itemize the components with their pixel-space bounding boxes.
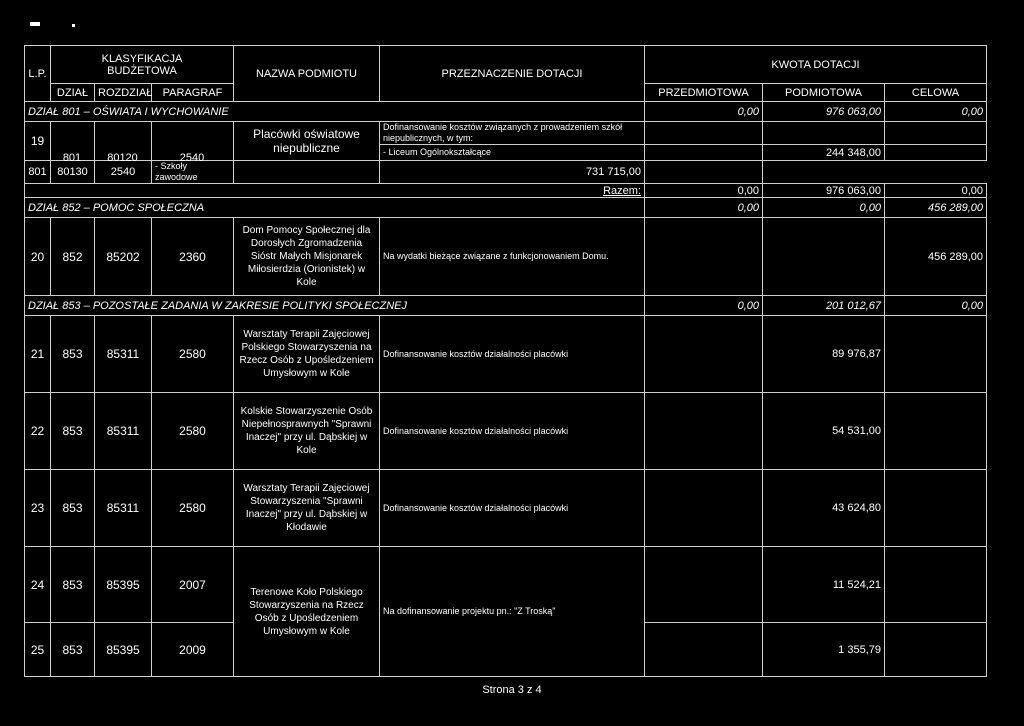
row-19a-paragraf: 2540: [179, 152, 205, 164]
header-dzial: DZIAŁ: [51, 84, 95, 102]
row-22-purpose: Dofinansowanie kosztów działalności placówki: [380, 393, 645, 470]
row-22-paragraf: 2580: [152, 393, 234, 470]
row-19-razem: [25, 184, 987, 198]
section-852-row: [25, 198, 987, 218]
row-19-purpose: Dofinansowanie kosztów związanych z prowadzeniem szkół niepublicznych, w tym:: [380, 122, 645, 145]
row-23-rozdzial: 85311: [95, 470, 152, 547]
row-23-purpose: Dofinansowanie kosztów działalności placówki: [380, 470, 645, 547]
header-klasyfikacja-line1: KLASYFIKACJA: [101, 52, 183, 65]
page-footer: Strona 3 z 4: [482, 684, 542, 696]
row-22: [25, 393, 987, 470]
row-20-lp: 20: [25, 218, 51, 296]
row-22-dzial: 853: [51, 393, 95, 470]
row-19-razem-label: Razem:: [25, 184, 645, 198]
subsidy-table: [24, 45, 987, 677]
row-19b-rozdzial: 80130: [51, 161, 95, 184]
row-23-lp: 23: [25, 470, 51, 547]
section-852-celowa: 456 289,00: [885, 198, 987, 218]
section-852-title: DZIAŁ 852 – POMOC SPOŁECZNA: [25, 198, 645, 218]
row-23-dzial: 853: [51, 470, 95, 547]
section-801-row: [25, 102, 987, 122]
header-przeznaczenie: PRZEZNACZENIE DOTACJI: [380, 46, 645, 102]
header-przedmiotowa: PRZEDMIOTOWA: [645, 84, 763, 102]
section-801-podmiotowa: 976 063,00: [763, 102, 885, 122]
row-25-lp: 25: [25, 623, 51, 677]
row-19-razem-podmiotowa: 976 063,00: [763, 184, 885, 198]
header-klasyfikacja: [51, 46, 234, 84]
section-853-podmiotowa: 201 012,67: [763, 296, 885, 316]
row-20-nazwa: Dom Pomocy Społecznej dla Dorosłych Zgromadzenia Sióstr Małych Misjonarek Miłosierdzia (Orionistek) w Kole: [234, 218, 380, 296]
row-19b-desc: - Szkoły zawodowe: [152, 161, 234, 184]
row-19a-codes: [50, 152, 290, 164]
row-23-podmiotowa: 43 624,80: [763, 470, 885, 547]
row-20-rozdzial: 85202: [95, 218, 152, 296]
row-22-lp: 22: [25, 393, 51, 470]
row-24-podmiotowa: 11 524,21: [763, 547, 885, 623]
row-21-paragraf: 2580: [152, 316, 234, 393]
section-853-row: [25, 296, 987, 316]
section-801-celowa: 0,00: [885, 102, 987, 122]
section-853-title: DZIAŁ 853 – POZOSTAŁE ZADANIA W ZAKRESIE POLITYKI SPOŁECZNEJ: [25, 296, 645, 316]
row-19a-desc: - Liceum Ogólnokształcące: [380, 145, 645, 161]
row-24-25-purpose: Na dofinansowanie projektu pn.: "Z Troską": [380, 547, 645, 677]
row-23-paragraf: 2580: [152, 470, 234, 547]
row-19-nazwa: Placówki oświatowe niepubliczne: [234, 122, 380, 161]
header-paragraf: PARAGRAF: [152, 84, 234, 102]
row-20-dzial: 852: [51, 218, 95, 296]
section-801-title: DZIAŁ 801 – OŚWIATA I WYCHOWANIE: [25, 102, 645, 122]
section-853-przedmiotowa: 0,00: [645, 296, 763, 316]
row-24-dzial: 853: [51, 547, 95, 623]
row-24-25-nazwa: Terenowe Koło Polskiego Stowarzyszenia na Rzecz Osób z Upośledzeniem Umysłowym w Kole: [234, 547, 380, 677]
section-853-celowa: 0,00: [885, 296, 987, 316]
section-852-przedmiotowa: 0,00: [645, 198, 763, 218]
row-20: [25, 218, 987, 296]
row-25-dzial: 853: [51, 623, 95, 677]
row-22-nazwa: Kolskie Stowarzyszenie Osób Niepełnosprawnych "Sprawni Inaczej" przy ul. Dąbskiej w Kole: [234, 393, 380, 470]
row-21: [25, 316, 987, 393]
row-24-paragraf: 2007: [152, 547, 234, 623]
row-19-razem-celowa: 0,00: [885, 184, 987, 198]
row-20-paragraf: 2360: [152, 218, 234, 296]
row-19a-podmiotowa: 244 348,00: [763, 145, 885, 161]
row-21-rozdzial: 85311: [95, 316, 152, 393]
row-21-nazwa: Warsztaty Terapii Zajęciowej Polskiego Stowarzyszenia na Rzecz Osób z Upośledzeniem Umysłowym w Kole: [234, 316, 380, 393]
row-21-purpose: Dofinansowanie kosztów działalności placówki: [380, 316, 645, 393]
row-19b-dzial: 801: [25, 161, 51, 184]
row-24-rozdzial: 85395: [95, 547, 152, 623]
header-klasyfikacja-line2: BUDŻETOWA: [107, 64, 177, 77]
header-podmiotowa: PODMIOTOWA: [763, 84, 885, 102]
header-kwota: KWOTA DOTACJI: [645, 46, 987, 84]
row-25-podmiotowa: 1 355,79: [763, 623, 885, 677]
header-nazwa-podmiotu: NAZWA PODMIOTU: [234, 46, 380, 102]
row-19b-paragraf: 2540: [95, 161, 152, 184]
row-24-lp: 24: [25, 547, 51, 623]
row-19a-rozdzial: 80120: [107, 152, 138, 164]
row-23: [25, 470, 987, 547]
row-19-lp: 19: [25, 122, 51, 161]
row-19-razem-przedmiotowa: 0,00: [645, 184, 763, 198]
header-rozdzial: ROZDZIAŁ: [95, 84, 152, 102]
header-lp: L.P.: [25, 46, 51, 102]
row-23-nazwa: Warsztaty Terapii Zajęciowej Stowarzyszenia "Sprawni Inaczej" przy ul. Dąbskiej w Kłodawie: [234, 470, 380, 547]
row-19a-dzial: 801: [62, 152, 82, 164]
section-801-przedmiotowa: 0,00: [645, 102, 763, 122]
row-25-paragraf: 2009: [152, 623, 234, 677]
row-19b-podmiotowa: 731 715,00: [380, 161, 645, 184]
row-20-purpose: Na wydatki bieżące związane z funkcjonowaniem Domu.: [380, 218, 645, 296]
row-21-dzial: 853: [51, 316, 95, 393]
scan-mark: [30, 22, 40, 26]
row-22-podmiotowa: 54 531,00: [763, 393, 885, 470]
header-celowa: CELOWA: [885, 84, 987, 102]
row-25-rozdzial: 85395: [95, 623, 152, 677]
row-20-celowa: 456 289,00: [885, 218, 987, 296]
row-19-header: [25, 122, 987, 145]
row-21-podmiotowa: 89 976,87: [763, 316, 885, 393]
row-22-rozdzial: 85311: [95, 393, 152, 470]
row-21-lp: 21: [25, 316, 51, 393]
scan-mark: [72, 24, 75, 27]
section-852-podmiotowa: 0,00: [763, 198, 885, 218]
header-row-1: [25, 46, 987, 84]
row-24: [25, 547, 987, 623]
